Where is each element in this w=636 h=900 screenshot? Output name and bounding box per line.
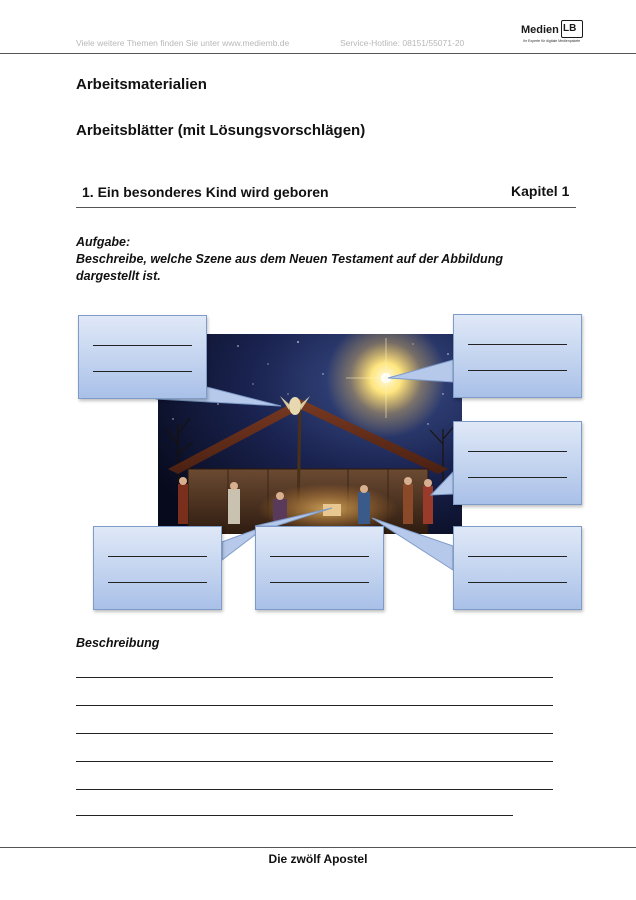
answer-line bbox=[468, 556, 567, 557]
answer-line bbox=[270, 582, 369, 583]
answer-line bbox=[468, 582, 567, 583]
chapter-title: 1. Ein besonderes Kind wird geboren bbox=[82, 184, 329, 200]
answer-line bbox=[270, 556, 369, 557]
answer-line bbox=[468, 451, 567, 452]
header-divider bbox=[0, 53, 636, 54]
footer-title: Die zwölf Apostel bbox=[268, 852, 368, 866]
answer-line bbox=[108, 582, 207, 583]
header-info-text: Viele weitere Themen finden Sie unter www.mediemb.de bbox=[76, 38, 290, 48]
task-block bbox=[76, 234, 536, 285]
writing-line bbox=[76, 789, 553, 790]
callout-box-top-left bbox=[78, 315, 207, 399]
answer-line bbox=[468, 477, 567, 478]
logo-box bbox=[561, 20, 583, 38]
callout-box-bottom-center bbox=[255, 526, 384, 610]
description-label: Beschreibung bbox=[76, 636, 160, 650]
logo-main-text: Medien bbox=[521, 24, 559, 36]
heading-worksheets: Arbeitsblätter (mit Lösungsvorschlägen) bbox=[76, 122, 366, 139]
answer-line bbox=[93, 345, 192, 346]
answer-line bbox=[468, 370, 567, 371]
writing-line bbox=[76, 705, 553, 706]
logo-box-text: LB bbox=[563, 23, 577, 34]
writing-line bbox=[76, 733, 553, 734]
logo-tagline: Ihr Experte für digitale Medienpakete bbox=[523, 39, 581, 43]
writing-line bbox=[76, 761, 553, 762]
nativity-figure bbox=[76, 312, 586, 616]
callout-box-bottom-right bbox=[453, 526, 582, 610]
footer-divider bbox=[0, 847, 636, 848]
task-label: Aufgabe: bbox=[76, 235, 131, 249]
answer-line bbox=[468, 344, 567, 345]
medienlb-logo bbox=[521, 20, 585, 48]
writing-line bbox=[76, 815, 513, 816]
task-text: Beschreibe, welche Szene aus dem Neuen Testament auf der Abbildung dargestellt ist. bbox=[76, 252, 503, 283]
callout-box-middle-right bbox=[453, 421, 582, 505]
writing-line bbox=[76, 677, 553, 678]
chapter-number: Kapitel 1 bbox=[511, 183, 570, 199]
callout-box-top-right bbox=[453, 314, 582, 398]
answer-line bbox=[93, 371, 192, 372]
answer-line bbox=[108, 556, 207, 557]
chapter-divider bbox=[76, 207, 576, 208]
header-hotline: Service-Hotline: 08151/55071-20 bbox=[340, 38, 465, 48]
callout-box-bottom-left bbox=[93, 526, 222, 610]
heading-materials: Arbeitsmaterialien bbox=[76, 76, 207, 93]
